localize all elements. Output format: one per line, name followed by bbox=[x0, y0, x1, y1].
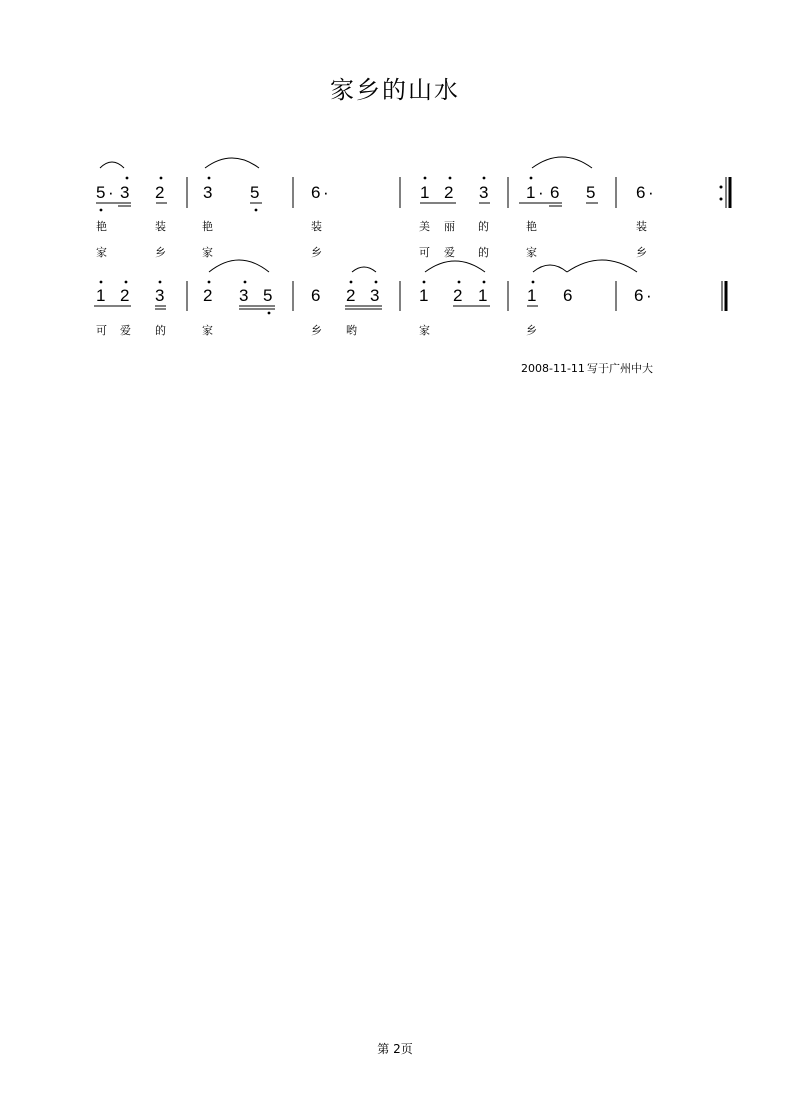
lyric: 乡 bbox=[526, 324, 537, 337]
note: 1 bbox=[527, 286, 537, 305]
lyric: 艳 bbox=[526, 220, 537, 233]
octave-dot bbox=[208, 281, 211, 284]
note: 2 bbox=[120, 286, 130, 305]
note: 5 bbox=[586, 183, 596, 202]
note: 6 bbox=[634, 286, 644, 305]
slur bbox=[352, 267, 376, 272]
note: 6 bbox=[636, 183, 646, 202]
slur bbox=[567, 260, 637, 272]
note: 2 bbox=[203, 286, 213, 305]
lyric: 艳 bbox=[96, 220, 107, 233]
note: 5 bbox=[250, 183, 260, 202]
lyric: 丽 bbox=[444, 220, 455, 233]
note: 6 bbox=[550, 183, 560, 202]
note: 6 bbox=[311, 286, 321, 305]
note: 1 bbox=[420, 183, 430, 202]
octave-dot bbox=[483, 177, 486, 180]
repeat-dot bbox=[720, 186, 723, 189]
octave-dot bbox=[126, 177, 129, 180]
slur bbox=[100, 162, 124, 168]
note: 3 bbox=[155, 286, 165, 305]
slur bbox=[425, 261, 485, 272]
augmentation-dot: · bbox=[646, 286, 652, 305]
page-number: 第 2页 bbox=[377, 1042, 413, 1056]
octave-dot bbox=[449, 177, 452, 180]
composition-date: 2008-11-11 bbox=[521, 362, 585, 375]
octave-dot-low bbox=[100, 209, 103, 212]
note: 6 bbox=[311, 183, 321, 202]
augmentation-dot: · bbox=[323, 183, 329, 202]
lyric: 的 bbox=[155, 324, 166, 337]
lyric: 装 bbox=[636, 220, 647, 233]
lyric: 美 bbox=[419, 220, 430, 233]
octave-dot-low bbox=[255, 209, 258, 212]
lyric: 家 bbox=[202, 246, 213, 259]
note: 1 bbox=[526, 183, 536, 202]
lyric: 乡 bbox=[311, 324, 322, 337]
song-title: 家乡的山水 bbox=[330, 76, 460, 104]
note: 5 bbox=[263, 286, 273, 305]
lyric: 装 bbox=[311, 220, 322, 233]
augmentation-dot: · bbox=[108, 183, 114, 202]
octave-dot bbox=[424, 177, 427, 180]
slur bbox=[209, 260, 269, 272]
note: 3 bbox=[239, 286, 249, 305]
octave-dot bbox=[208, 177, 211, 180]
note: 3 bbox=[120, 183, 130, 202]
octave-dot bbox=[532, 281, 535, 284]
lyric: 乡 bbox=[155, 246, 166, 259]
note: 2 bbox=[444, 183, 454, 202]
lyric: 乡 bbox=[636, 246, 647, 259]
lyric: 家 bbox=[526, 246, 537, 259]
octave-dot bbox=[159, 281, 162, 284]
octave-dot bbox=[375, 281, 378, 284]
octave-dot bbox=[350, 281, 353, 284]
octave-dot bbox=[125, 281, 128, 284]
octave-dot bbox=[483, 281, 486, 284]
octave-dot bbox=[423, 281, 426, 284]
lyric: 家 bbox=[202, 324, 213, 337]
lyric: 的 bbox=[478, 246, 489, 259]
note: 3 bbox=[370, 286, 380, 305]
note: 1 bbox=[419, 286, 429, 305]
composition-note: 写于广州中大 bbox=[587, 362, 653, 375]
lyric: 艳 bbox=[202, 220, 213, 233]
slur bbox=[205, 158, 259, 168]
octave-dot bbox=[530, 177, 533, 180]
lyric: 爱 bbox=[120, 324, 131, 337]
slur bbox=[532, 157, 592, 168]
note: 2 bbox=[453, 286, 463, 305]
note: 2 bbox=[155, 183, 165, 202]
octave-dot bbox=[244, 281, 247, 284]
note: 6 bbox=[563, 286, 573, 305]
octave-dot bbox=[160, 177, 163, 180]
lyric: 哟 bbox=[346, 324, 357, 337]
slur bbox=[533, 265, 567, 272]
lyric: 家 bbox=[96, 246, 107, 259]
octave-dot bbox=[458, 281, 461, 284]
note: 3 bbox=[479, 183, 489, 202]
note: 2 bbox=[346, 286, 356, 305]
lyric: 可 bbox=[96, 324, 107, 337]
note: 1 bbox=[478, 286, 488, 305]
repeat-dot bbox=[720, 198, 723, 201]
lyric: 的 bbox=[478, 220, 489, 233]
lyric: 装 bbox=[155, 220, 166, 233]
octave-dot-low bbox=[268, 312, 271, 315]
note: 5 bbox=[96, 183, 106, 202]
note: 1 bbox=[96, 286, 106, 305]
augmentation-dot: · bbox=[538, 183, 544, 202]
lyric: 乡 bbox=[311, 246, 322, 259]
lyric: 家 bbox=[419, 324, 430, 337]
lyric: 可 bbox=[419, 246, 430, 259]
augmentation-dot: · bbox=[648, 183, 654, 202]
octave-dot bbox=[100, 281, 103, 284]
note: 3 bbox=[203, 183, 213, 202]
lyric: 爱 bbox=[444, 246, 455, 259]
